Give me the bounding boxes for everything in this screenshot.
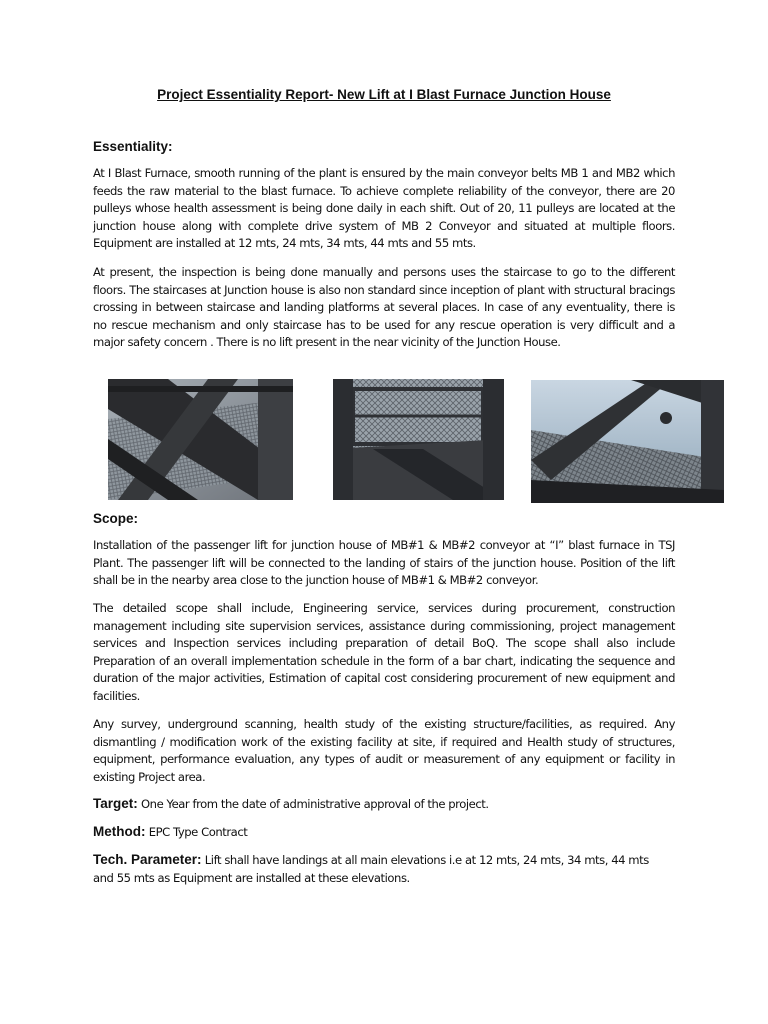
essentiality-paragraph-1: At I Blast Furnace, smooth running of the plant is ensured by the main conveyor belts MB 1 and MB2 which feeds the raw material to the blast furnace. To achieve complete reliability of the conveyor, there are 20 pulleys whose health assessment is being done daily in each shift. Out of 20, 11 pulleys are located at the junction house along with complete drive system of MB 2 Conveyor and situated at multiple floors. Equipment are installed at 12 mts, 24 mts, 34 mts, 44 mts and 55 mts. [93, 166, 675, 251]
report-title: Project Essentiality Report- New Lift at I Blast Furnace Junction House [157, 87, 611, 102]
target-line [93, 795, 675, 814]
scope-paragraph-3: Any survey, underground scanning, health study of the existing structure/facilities, as required. Any dismantling / modification work of the existing facility at site, if required and Health study of structures, equipment, performance evaluation, any types of audit or measurement of any equipment or facility in existing Project area. [93, 717, 675, 784]
tech-parameter-text: Lift shall have landings at all main elevations i.e at 12 mts, 24 mts, 34 mts, 44 mts and 55 mts as Equipment are installed at these elevations. [93, 853, 649, 885]
scope-heading: Scope: [93, 511, 139, 526]
staircase-photo-1 [108, 379, 293, 500]
staircase-photo-2 [333, 379, 504, 500]
scope-paragraph-2: The detailed scope shall include, Engineering service, services during procurement, construction management including site supervision services, assistance during commissioning, project management services and Inspection services including preparation of detail BoQ. The scope shall also include Preparation of an overall implementation schedule in the form of a bar chart, indicating the sequence and duration of the major activities, Estimation of capital cost considering procurement of new equipment and facilities. [93, 601, 675, 703]
method-text: EPC Type Contract [145, 825, 248, 839]
tech-parameter-line [93, 851, 663, 887]
tech-parameter-label: Tech. Parameter: [93, 852, 202, 867]
target-text: One Year from the date of administrative approval of the project. [137, 797, 489, 811]
target-label: Target: [93, 796, 138, 811]
scope-paragraph-1: Installation of the passenger lift for junction house of MB#1 & MB#2 conveyor at “I” blast furnace in TSJ Plant. The passenger lift will be connected to the landing of stairs of the junction house. Position of the lift shall be in the nearby area close to the junction house of MB#1 & MB#2 conveyor. [93, 538, 675, 588]
staircase-photo-3 [531, 380, 724, 503]
essentiality-paragraph-2: At present, the inspection is being done manually and persons uses the staircase to go to the different floors. The staircases at Junction house is also non standard since inception of plant with structural bracings crossing in between staircase and landing platforms at several places. In case of any eventuality, there is no rescue mechanism and only staircase has to be used for any rescue operation is very difficult and a major safety concern . There is no lift present in the near vicinity of the Junction House. [93, 265, 675, 350]
method-line [93, 823, 675, 842]
method-label: Method: [93, 824, 146, 839]
essentiality-heading: Essentiality: [93, 139, 173, 154]
